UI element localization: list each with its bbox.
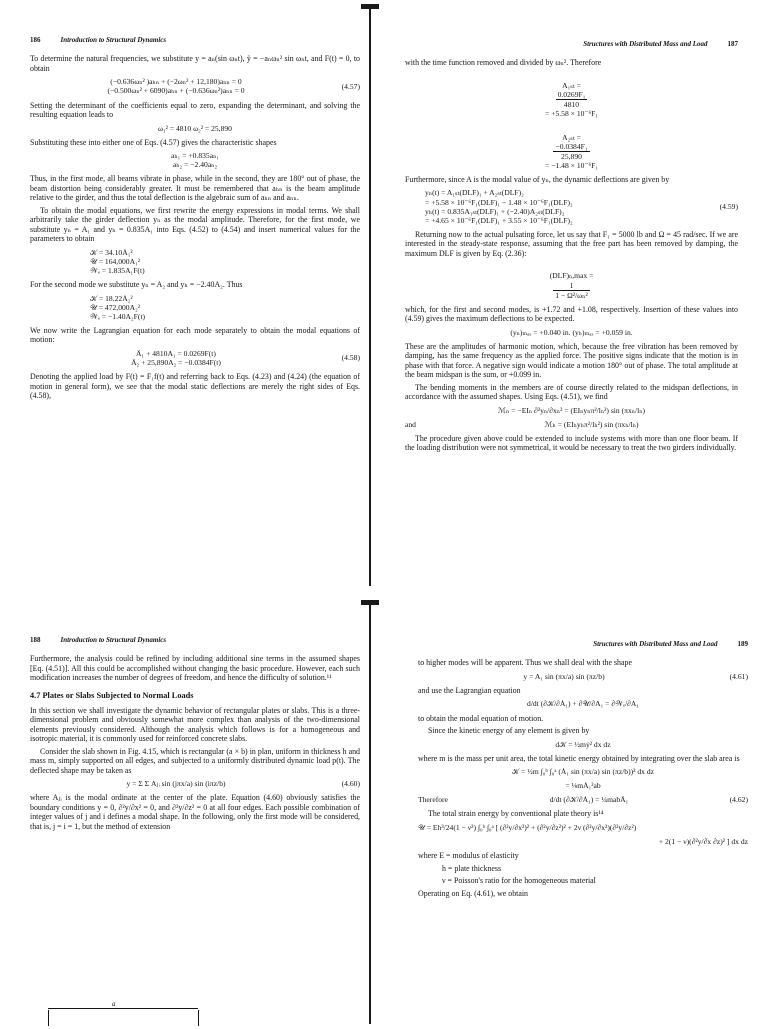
equation-element-kinetic-energy: d𝒦 = ½mẏ² dx dz [555, 739, 611, 749]
equation-number: (4.60) [341, 779, 360, 789]
equation-kinetic-energy-result: = ⅛mȦ₁²ab [565, 781, 601, 791]
paragraph: The total strain energy by conventional plate theory is¹⁴ [428, 809, 604, 819]
paragraph: where m is the mass per unit area, the total kinetic energy obtained by integrating over the slab area is [418, 753, 740, 763]
definition-line: where E = modulus of elasticity [418, 851, 519, 861]
equation-4-58: Ä₁ + 4810A₁ = 0.0269F(t) Ä₂ + 25,890A₂ = −0.0384F(t) (4.58) [131, 348, 360, 367]
page-number: 187 [727, 40, 738, 48]
running-head-title: Introduction to Structural Dynamics [60, 636, 167, 644]
equation-number: (4.62) [729, 795, 748, 805]
paragraph: Substituting these into either one of Eqs. (4.57) gives the characteristic shapes [30, 137, 277, 147]
paragraph: To determine the natural frequencies, we substitute y = aₙ(sin ωₙt), ÿ = −aₙωₙ² sin ωₙt, and F(t) = 0, to obtain [30, 54, 360, 73]
paragraph: Since the kinetic energy of any element is given by [428, 726, 590, 736]
spine-divider-bottom [369, 602, 371, 1024]
running-head-title: Structures with Distributed Mass and Load [583, 40, 708, 48]
paragraph: The procedure given above could be extended to include systems with more than one floor beam. If the loading distribution were not symmetrical, it would be necessary to treat the two girders individually. [405, 433, 738, 453]
running-head-title: Introduction to Structural Dynamics [60, 36, 167, 44]
therefore-word: Therefore [418, 795, 448, 805]
page-189 [418, 640, 748, 1024]
equation-static-deflection-1: A₁ₛₜ = $\frac{\text{0.0269F₁}}{4810}$ = +5.58 × 10⁻⁶F₁ [545, 80, 598, 119]
running-header [30, 636, 360, 644]
paragraph: Setting the determinant of the coefficients equal to zero, expanding the determinant, and solving the resulting equation leads to [30, 100, 360, 120]
and-word: and [405, 419, 416, 429]
running-head-title: Structures with Distributed Mass and Load [593, 640, 718, 648]
paragraph: The bending moments in the members are of course directly related to the midspan deflections, in accordance with the assumed shapes. Using Eqs. (4.51), we find [405, 382, 738, 402]
equation-number: (4.59) [719, 202, 738, 212]
equation-strain-energy-cont: + 2(1 − ν)(∂²y/∂x ∂z)² ] dx dz [658, 837, 748, 847]
paragraph: which, for the first and second modes, is +1.72 and +1.08, respectively. Insertion of these values into (4.59) gives the maximum deflections to be expected. [405, 304, 738, 324]
page-186 [30, 36, 360, 598]
equation-moment-beam: and ℳₕ = (EIₕyₕπ²/lₕ²) sin (πxₕ/lₕ) [405, 419, 639, 429]
equation-kinetic-energy: 𝒦 = ½m ∫₀ᵇ ∫₀ᵃ (Ȧ₁ sin (πx/a) sin (πz/b))² dx dz [512, 767, 654, 777]
equation-number: (4.57) [341, 81, 360, 91]
equation-static-deflection-2: A₂ₛₜ = $\frac{\text{−0.0384F₁}}{25,890}$ = −1.48 × 10⁻⁶F₁ [545, 132, 598, 170]
paragraph: We now write the Lagrangian equation for each mode separately to obtain the modal equations of motion: [30, 325, 360, 345]
equation-strain-energy: 𝒰 = Eh³/24(1 − ν²) ∫₀ᵇ ∫₀ᵃ [ (∂²y/∂x²)² + (∂²y/∂z²)² + 2ν (∂²y/∂x²)(∂²y/∂z²) [418, 822, 637, 832]
equation-4-59: yₙ(t) = A₁ₛₜ(DLF)₁ + A₂ₛₜ(DLF)₂ = +5.58 × 10⁻⁶F₁(DLF)₁ − 1.48 × 10⁻⁶F₁(DLF)₂ yₕ(t) = 0.835A₁ₛₜ(DLF)₁ + (−2.40)A₂ₛₜ(DLF)₂ = +4.65 × 10⁻⁶F₁(DLF)₁ + 3.55 × 10⁻⁶F₁(DLF)₂ (4.59) [425, 188, 738, 225]
figure-dimension-label: a [112, 1000, 116, 1008]
paragraph: with the time function removed and divided by ωₙ². Therefore [405, 58, 602, 68]
running-header [405, 40, 738, 48]
equation-dlf-max: (DLF)ₙ,max = $\frac{1}{\text{1 − Ω²/ωₙ²}}$ [549, 271, 594, 300]
paragraph: These are the amplitudes of harmonic motion, which, because the free vibration has been removed by damping, has the same frequency as the applied force. The positive signs indicate that the motion is in phase with that force. A negative sign would indicate a motion 180° out of phase. The total amplitude at the beam midspan is the sum, or +0.099 in. [405, 341, 738, 380]
equation-number: (4.61) [729, 671, 748, 681]
equation-moment-girder: ℳₙ = −EIₙ ∂²yₙ/∂xₙ² = (EIₙyₙπ²/lₙ²) sin (πxₙ/lₙ) [497, 405, 646, 415]
equation-frequencies: ω₁² = 4810 ω₂² = 25,890 [158, 123, 232, 133]
equation-4-61: y = A₁ sin (πx/a) sin (πz/b) (4.61) [523, 671, 748, 681]
paragraph: In this section we shall investigate the dynamic behavior of rectangular plates or slabs. This is a three-dimensional problem and obviously somewhat more complex than analysis of the two-dimensional elements previously considered. Although the analysis which follows is for a homogeneous and isotropic material, it is commonly used for reinforced concrete slabs. [30, 705, 360, 744]
page-number: 188 [30, 636, 41, 644]
page-number: 186 [30, 36, 41, 44]
paragraph: For the second mode we substitute yₙ = A₂ and yₕ = −2.40A₂. Thus [30, 280, 243, 290]
paragraph: Returning now to the actual pulsating force, let us say that F₁ = 5000 lb and Ω = 45 rad/sec. If we are interested in the steady-state response, assuming that the free part has been removed by damping, the maximum DLF is given by Eq. (2.36): [405, 229, 738, 258]
paragraph: Operating on Eq. (4.61), we obtain [418, 888, 529, 898]
equation-number: (4.58) [341, 353, 360, 363]
equation-energy-mode-1: 𝒦 = 34.10Ȧ₁² 𝒰 = 164,000A₁² 𝒲ₑ = 1.835A₁F(t) [90, 247, 145, 275]
running-header [418, 640, 748, 648]
equation-4-60: y = Σ Σ Aⱼᵢ sin (jπx/a) sin (iπz/b) (4.60) [126, 779, 360, 789]
equation-lagrangian: d/dt (∂𝒦/∂Ȧ₁) + ∂𝒰/∂A₁ = ∂𝒲ₑ/∂A₁ [527, 699, 639, 709]
paragraph: Consider the slab shown in Fig. 4.15, which is rectangular (a × b) in plan, uniform in thickness h and mass m, simply supported on all edges, and subjected to a uniformly distributed dynamic load p(t). The deflected shape may be taken as [30, 746, 360, 775]
equation-4-62: Therefore d/dt (∂𝒦/∂Ȧ₁) = ¼mabÄ₁ (4.62) [418, 795, 748, 805]
paragraph: Furthermore, the analysis could be refined by including additional sine terms in the assumed shapes [Eq. (4.51)]. All this could be accomplished without changing the basic procedure. However, each such modification increases the number of degrees of freedom, and hence the difficulty of solution.¹¹ [30, 654, 360, 683]
figure-4-15-outline [48, 1008, 198, 1029]
page-188 [30, 636, 360, 1024]
page-187 [405, 40, 738, 598]
paragraph: Furthermore, since A is the modal value of yₙ, the dynamic deflections are given by [405, 174, 670, 184]
running-header [30, 36, 360, 44]
equation-energy-mode-2: 𝒦 = 18.22Ȧ₂² 𝒰 = 472,000A₂² 𝒲ₑ = −1.40A₂F(t) [90, 293, 146, 321]
paragraph: to obtain the modal equation of motion. [418, 713, 544, 723]
paragraph: to higher modes will be apparent. Thus we shall deal with the shape [418, 658, 632, 668]
paragraph: Denoting the applied load by F(t) = F₁f(t) and referring back to Eqs. (4.23) and (4.24) (the equation of motion in general form), we see that the modal static deflections are merely the right sides of Eqs. (4.58), [30, 372, 360, 401]
equation-max-deflections: (yₙ)ₘₐₓ = +0.040 in. (yₕ)ₘₐₓ = +0.059 in. [510, 327, 633, 337]
definition-line: h = plate thickness [442, 863, 502, 873]
equation-4-57: (−0.636ωₙ² )aₕₙ + (−2ωₙ² + 12,180)aₙₙ = 0 (−0.500ωₙ² + 6090)aₕₙ + (−0.636ωₙ²)aₙₙ = 0 (4.57) [107, 77, 360, 96]
paragraph: and use the Lagrangian equation [418, 685, 521, 695]
equation-shapes: aₕ₁ = +0.835aₙ₁ aₕ₂ = −2.40aₙ₂ [170, 151, 220, 170]
paragraph: where Aⱼᵢ is the modal ordinate at the center of the plate. Equation (4.60) obviously satisfies the boundary conditions y = 0, ∂²y/∂x² = 0, and ∂²y/∂z² = 0 at all four edges. Each possible combination of integer values of j and i defines a modal shape. In the following, only the first mode will be considered, that is, j = i = 1, but the method of extension [30, 793, 360, 831]
definition-line: ν = Poisson's ratio for the homogeneous material [442, 876, 596, 886]
paragraph: To obtain the modal equations, we first rewrite the energy expressions in modal terms. We shall arbitrarily take the girder deflection yₙ as the modal amplitude. Therefore, for the first mode, we substitute yₙ = A₁ and yₕ = 0.835A₁ into Eqs. (4.52) to (4.54) and insert numerical values for the parameters to obtain [30, 205, 360, 244]
section-heading: 4.7 Plates or Slabs Subjected to Normal Loads [30, 690, 194, 700]
spine-divider-top [369, 6, 371, 586]
page-number: 189 [737, 640, 748, 648]
paragraph: Thus, in the first mode, all beams vibrate in phase, while in the second, they are 180° out of phase, the beam distortion being considerably greater. It must be remembered that aₕₙ is the beam amplitude relative to the girder, and thus the total deflection is the algebraic sum of aₕₙ and aₙₙ. [30, 174, 360, 203]
